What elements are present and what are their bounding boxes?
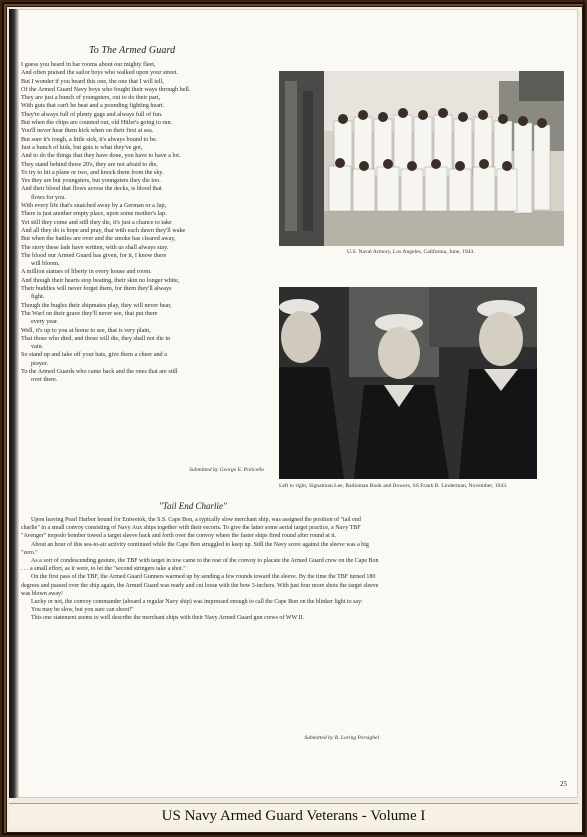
- poem-line: But when the chips are counted out, old Hitler's going to run.: [21, 119, 173, 127]
- poem-line: With every life that's snatched away by a German or a Jap,: [21, 202, 167, 210]
- page-number: 25: [560, 780, 567, 788]
- poem-line: fight.: [31, 293, 45, 301]
- poem-line: And to do the things that they have done, you have to have a lot.: [21, 152, 181, 160]
- poem-line: Yet still they come and still they die, it's just a chance to take: [21, 218, 172, 226]
- poem-line: Of the Armed Guard Navy boys who fought their ways through hell.: [21, 85, 191, 93]
- poem-line: But I wonder if you heard this one, the one that I will tell,: [21, 77, 164, 85]
- poem-line: But sure it's tough, a little sick, it's always bound to be.: [21, 135, 158, 143]
- binding-gutter: [9, 9, 19, 798]
- poem-line: vain.: [31, 343, 44, 351]
- poem-line: The Warf on their grave they'll never see, that put there: [21, 309, 158, 317]
- story-credit: Submitted by R. Loring Persighel: [304, 735, 379, 741]
- footer-title: US Navy Armed Guard Veterans - Volume I: [9, 803, 578, 829]
- poem-line: To try to hit a plane or two, and knock them from the sky.: [21, 168, 164, 176]
- story-paragraph: Upon leaving Pearl Harbor bound for Eniwetok, the S.S. Cape Bon, a typically slow merchant ship, was assigned the position of "tail end charlie" in a small convoy consisting of Navy Aux ships together with their escorts. To give the latter some aerial target practice, a Navy TBF "Avenger" torpedo bomber towed a target sleeve back and forth over the convoy where the faster ships fired round after round at it.: [21, 517, 361, 540]
- poem-line: They stand behind those 20's, they are not afraid to die,: [21, 160, 158, 168]
- sailors-photo-caption: Left to right, Signalman Lee, Radioman Book and Bowers, SS Frank B. Linderman, November, 1943.: [279, 483, 508, 489]
- poem-line: With guts that can't be beat and a pounding fighting heart.: [21, 102, 165, 110]
- poem-line: I guess you heard in bar rooms about our mighty fleet,: [21, 61, 156, 68]
- poem-credit: Submitted by George E. Policello: [189, 467, 264, 473]
- poem-line: Though the bugles their shipmates play, they will never hear,: [21, 301, 172, 309]
- group-photo: [279, 71, 564, 246]
- poem-line: That those who died, and those will die, they shall not die in: [21, 334, 171, 342]
- poem-line: Just a bunch of kids, but guts is what they've got,: [21, 143, 143, 151]
- group-photo-caption: U.S. Naval Armory, Los Angeles, California, June, 1943.: [347, 249, 475, 255]
- poem-body: [21, 61, 271, 385]
- sailors-photo: [279, 287, 537, 479]
- poem-line: And though their hearts stop beating, their skin no longer white,: [21, 276, 180, 284]
- story-paragraph: As a sort of condescending gesture, the TBF with target in tow came to the rear of the convoy to placate the Armed Guard crew on the Cape Bon . . . a small effort, as it were, to let the "second stringers take a shot.": [21, 558, 379, 573]
- story-paragraph: This one statement seems to well describe the merchant ships with their Navy Armed Guard gun crews of WW II.: [31, 615, 305, 622]
- poem-line: Well, it's up to you at home to see, that is very plain,: [21, 326, 151, 334]
- scanned-page: [9, 9, 578, 798]
- poem-line: But when the battles are over and the smoke has cleared away,: [21, 235, 176, 243]
- story-title: "Tail End Charlie": [159, 501, 227, 511]
- poem-line: You'll never hear them kick when on their first at sea.: [21, 127, 154, 135]
- poem-line: They're always full of plenty gags and always full of fun.: [21, 110, 163, 118]
- poem-line: prayer.: [31, 359, 49, 367]
- poem-line: Yes they are but youngsters, but youngsters they die too.: [21, 177, 161, 185]
- story-paragraph: You may be slow, but you sure can shoot!": [31, 607, 134, 614]
- poem-line: The story these lads have written, with us shall always stay.: [21, 243, 169, 251]
- story-paragraph: Lucky or not, the convoy commander (aboard a regular Navy ship) was impressed enough to call the Cape Bon on the blinker light to say:: [31, 599, 363, 606]
- story-paragraph: On the first pass of the TBF, the Armed Guard Gunners warmed up by sending a few rounds toward the sleeve. By the time the TBF turned 180 degrees and passed over the ship again, the Armed Guard was ready and cut loose with the bow 3-inchers. With just four more shots the target sleeve was blown away!: [21, 574, 379, 597]
- poem-line: They are just a bunch of youngsters, out to do their part,: [21, 94, 161, 102]
- poem-title: To The Armed Guard: [89, 45, 176, 56]
- poem-line: And all they do is hope and pray, that with each dawn they'll wake: [21, 226, 186, 234]
- story-body: [21, 516, 381, 623]
- poem-line: There is just another empty place, upon some mother's lap.: [21, 210, 167, 218]
- poem-line: And often praised the sailor boys who walked upon your street.: [21, 69, 178, 77]
- poem-line: The blood our Armed Guard has given, for it, I know there: [21, 251, 167, 259]
- poem-line: Their buddies will never forget them, for them they'll always: [21, 285, 172, 293]
- poem-line: A million statues of liberty in every house and room.: [21, 268, 152, 276]
- poem-line: To the Armed Guards who came back and the ones that are still: [21, 367, 178, 375]
- story-paragraph: About an hour of this sea-to-air activity continued while the Cape Bon struggled to keep up. Still the Navy score against the sleeve was a big "zero.": [21, 541, 369, 556]
- poem-line: over there.: [31, 376, 58, 384]
- poem-line: So stand up and take off your hats, give them a cheer and a: [21, 351, 167, 359]
- poem-line: flows for you.: [31, 193, 66, 201]
- poem-line: every year.: [31, 318, 59, 326]
- poem-line: And their blood that flows across the decks, is blood that: [21, 185, 162, 193]
- poem-line: will bloom.: [31, 260, 60, 268]
